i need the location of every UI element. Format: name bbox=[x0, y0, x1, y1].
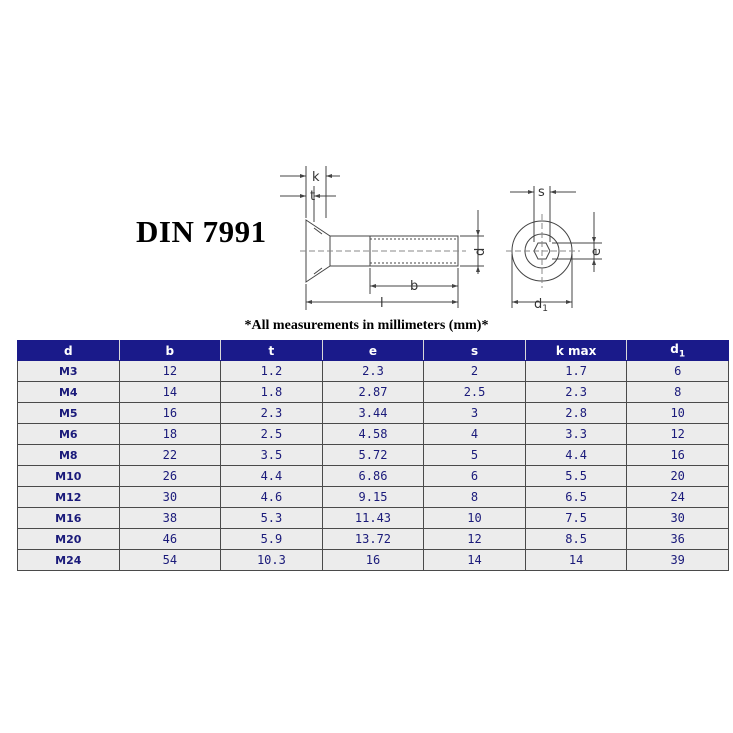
units-note: *All measurements in millimeters (mm)* bbox=[244, 318, 489, 333]
table-cell: 30 bbox=[627, 508, 729, 529]
table-cell: 54 bbox=[119, 550, 221, 571]
table-cell: 16 bbox=[322, 550, 424, 571]
table-cell: 3.5 bbox=[221, 445, 323, 466]
table-cell: 3.3 bbox=[525, 424, 627, 445]
table-cell: 12 bbox=[627, 424, 729, 445]
dim-label-e: e bbox=[589, 248, 604, 256]
table-cell: 14 bbox=[424, 550, 526, 571]
table-row bbox=[18, 550, 729, 571]
table-cell: 38 bbox=[119, 508, 221, 529]
table-cell: 10 bbox=[424, 508, 526, 529]
table-row bbox=[18, 382, 729, 403]
dim-label-t: t bbox=[310, 189, 316, 204]
table-cell: 2.3 bbox=[525, 382, 627, 403]
dimension-table bbox=[17, 340, 729, 571]
table-row bbox=[18, 361, 729, 382]
table-cell: 9.15 bbox=[322, 487, 424, 508]
column-header-b: b bbox=[119, 341, 221, 361]
table-cell: 2.5 bbox=[424, 382, 526, 403]
table-cell: 5.5 bbox=[525, 466, 627, 487]
table-cell: 1.8 bbox=[221, 382, 323, 403]
column-header-t: t bbox=[221, 341, 323, 361]
table-row bbox=[18, 424, 729, 445]
table-cell: 4.4 bbox=[221, 466, 323, 487]
table-cell: 12 bbox=[424, 529, 526, 550]
dim-label-d1: $d_1$ bbox=[534, 297, 548, 314]
table-cell: 26 bbox=[119, 466, 221, 487]
column-header-k-max: k max bbox=[525, 341, 627, 361]
table-cell: 30 bbox=[119, 487, 221, 508]
table-cell: 2.5 bbox=[221, 424, 323, 445]
table-cell: M5 bbox=[18, 403, 120, 424]
table-cell: 11.43 bbox=[322, 508, 424, 529]
table-cell: 20 bbox=[627, 466, 729, 487]
table-cell: 18 bbox=[119, 424, 221, 445]
table-cell: 14 bbox=[119, 382, 221, 403]
table-cell: 6 bbox=[424, 466, 526, 487]
dim-label-d: d bbox=[473, 247, 488, 256]
table-cell: M4 bbox=[18, 382, 120, 403]
table-cell: 4.58 bbox=[322, 424, 424, 445]
table-cell: 4 bbox=[424, 424, 526, 445]
table-cell: 8 bbox=[627, 382, 729, 403]
table-cell: 24 bbox=[627, 487, 729, 508]
table-cell: 16 bbox=[119, 403, 221, 424]
table-cell: M10 bbox=[18, 466, 120, 487]
table-row bbox=[18, 466, 729, 487]
table-cell: 6.86 bbox=[322, 466, 424, 487]
table-cell: M3 bbox=[18, 361, 120, 382]
table-cell: 46 bbox=[119, 529, 221, 550]
table-cell: M6 bbox=[18, 424, 120, 445]
table-row bbox=[18, 508, 729, 529]
table-cell: M24 bbox=[18, 550, 120, 571]
screw-diagram bbox=[270, 162, 615, 314]
table-cell: 2.87 bbox=[322, 382, 424, 403]
table-cell: 5.3 bbox=[221, 508, 323, 529]
table-cell: 5.72 bbox=[322, 445, 424, 466]
column-header-d: d bbox=[18, 341, 120, 361]
table-cell: 4.6 bbox=[221, 487, 323, 508]
table-cell: 2.8 bbox=[525, 403, 627, 424]
table-cell: 22 bbox=[119, 445, 221, 466]
dim-label-k: k bbox=[312, 170, 320, 185]
dim-label-l: l bbox=[380, 296, 384, 311]
table-cell: 3 bbox=[424, 403, 526, 424]
table-cell: 13.72 bbox=[322, 529, 424, 550]
dim-label-s: s bbox=[538, 185, 545, 200]
table-row bbox=[18, 487, 729, 508]
table-cell: 8 bbox=[424, 487, 526, 508]
table-cell: 2 bbox=[424, 361, 526, 382]
table-cell: 6 bbox=[627, 361, 729, 382]
table-cell: 8.5 bbox=[525, 529, 627, 550]
page-title: DIN 7991 bbox=[136, 214, 267, 249]
table-cell: 3.44 bbox=[322, 403, 424, 424]
dim-label-b: b bbox=[410, 279, 419, 294]
table-cell: 2.3 bbox=[221, 403, 323, 424]
column-header-e: e bbox=[322, 341, 424, 361]
table-cell: 1.2 bbox=[221, 361, 323, 382]
table-cell: 6.5 bbox=[525, 487, 627, 508]
table-cell: 10 bbox=[627, 403, 729, 424]
table-cell: 14 bbox=[525, 550, 627, 571]
column-header-d1: $d_1$ bbox=[627, 341, 729, 361]
table-cell: M16 bbox=[18, 508, 120, 529]
table-cell: 16 bbox=[627, 445, 729, 466]
table-cell: M20 bbox=[18, 529, 120, 550]
table-cell: 5 bbox=[424, 445, 526, 466]
table-cell: 7.5 bbox=[525, 508, 627, 529]
table-cell: 4.4 bbox=[525, 445, 627, 466]
table-cell: 12 bbox=[119, 361, 221, 382]
column-header-s: s bbox=[424, 341, 526, 361]
table-cell: 2.3 bbox=[322, 361, 424, 382]
table-cell: 10.3 bbox=[221, 550, 323, 571]
table-row bbox=[18, 529, 729, 550]
table-row bbox=[18, 403, 729, 424]
table-cell: 36 bbox=[627, 529, 729, 550]
table-cell: M12 bbox=[18, 487, 120, 508]
table-cell: 1.7 bbox=[525, 361, 627, 382]
table-cell: M8 bbox=[18, 445, 120, 466]
table-cell: 39 bbox=[627, 550, 729, 571]
table-cell: 5.9 bbox=[221, 529, 323, 550]
table-header-row bbox=[18, 341, 729, 361]
table-row bbox=[18, 445, 729, 466]
